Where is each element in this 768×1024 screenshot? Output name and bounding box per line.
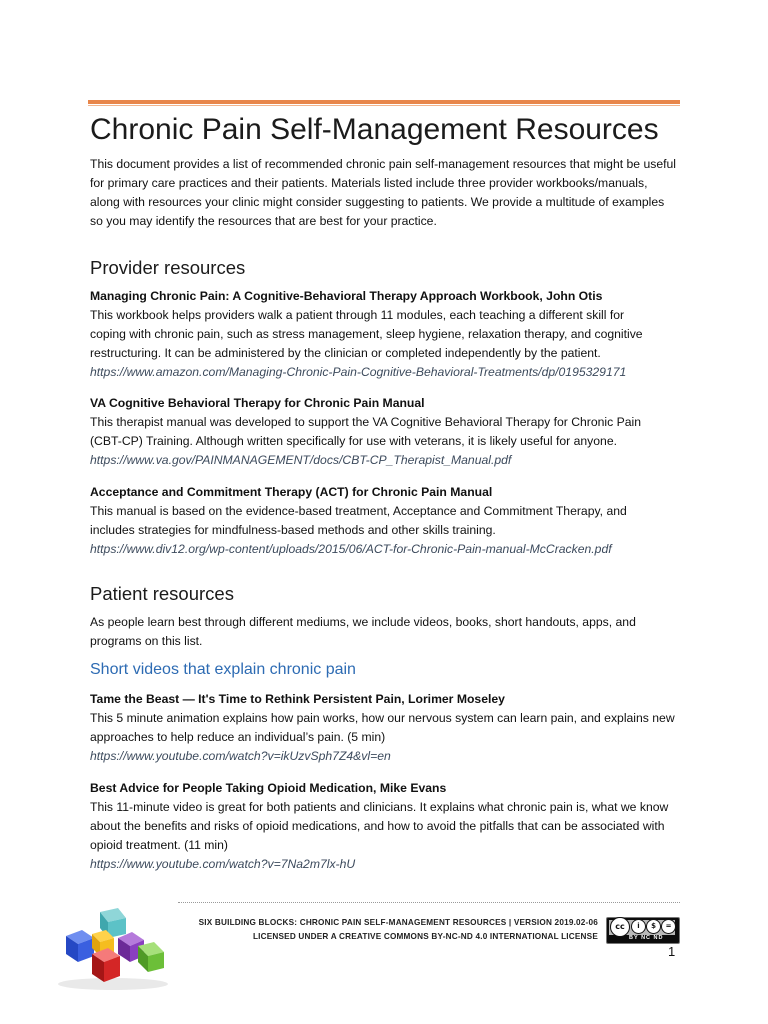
document-title: Chronic Pain Self-Management Resources: [90, 113, 659, 146]
intro-paragraph: This document provides a list of recommended chronic pain self-management resources that might be useful for primary care practices and their patients. Materials listed include three provider workbooks/manuals, along with resources your clinic might consider suggesting to patients. We provide a multitude of examples so you may identify the resources that are best for your practice.: [90, 157, 676, 228]
resource-link[interactable]: https://www.div12.org/wp-content/uploads/2015/06/ACT-for-Chronic-Pain-manual-McCracken.pdf: [90, 542, 612, 556]
resource-description: This manual is based on the evidence-based treatment, Acceptance and Commitment Therapy, and includes strategies for mindfulness-based methods and other skills training.: [90, 504, 627, 537]
provider-resource-2: [90, 394, 690, 470]
resource-description: This workbook helps providers walk a patient through 11 modules, each teaching a different skill for coping with chronic pain, such as stress management, sleep hygiene, relaxation therapy, and cognitive restructuring. It can be administered by the clinician or completed independently by the patient.: [90, 308, 643, 360]
patient-intro-paragraph: As people learn best through different mediums, we include videos, books, short handouts, apps, and programs on this list.: [90, 615, 636, 648]
provider-resource-1: [90, 287, 690, 382]
cc-badge-label: BY NC ND: [629, 935, 664, 941]
title-top-rule: [88, 100, 680, 104]
footer-divider: [178, 902, 680, 903]
resource-description: This 5 minute animation explains how pain works, how our nervous system can learn pain, and explains new approaches to help reduce an individual’s pain. (5 min): [90, 711, 675, 744]
noderivatives-icon: =: [661, 919, 676, 934]
resource-link[interactable]: https://www.youtube.com/watch?v=ikUzvSph7Z4&vl=en: [90, 749, 391, 763]
page-number: 1: [668, 944, 676, 959]
building-blocks-logo: [48, 904, 178, 994]
footer-version-line: SIX BUILDING BLOCKS: CHRONIC PAIN SELF-MANAGEMENT RESOURCES | VERSION 2019.02-06: [198, 918, 598, 927]
cc-logo-icon: cc: [610, 917, 630, 937]
resource-description: This 11-minute video is great for both patients and clinicians. It explains what chronic pain is, what we know about the benefits and risks of opioid medications, and how to avoid the pitfalls that can be associated with opioid treatment. (11 min): [90, 800, 669, 852]
provider-resource-3: [90, 483, 690, 559]
provider-resources-heading: Provider resources: [90, 257, 246, 278]
attribution-icon: i: [631, 919, 646, 934]
resource-link[interactable]: https://www.amazon.com/Managing-Chronic-Pain-Cognitive-Behavioral-Treatments/dp/0195329171: [90, 365, 627, 379]
creative-commons-badge: [606, 917, 680, 944]
short-videos-subheading: Short videos that explain chronic pain: [90, 661, 356, 678]
resource-link[interactable]: https://www.youtube.com/watch?v=7Na2m7lx-hU: [90, 857, 356, 871]
patient-resources-heading: Patient resources: [90, 583, 234, 604]
resource-title: VA Cognitive Behavioral Therapy for Chronic Pain Manual: [90, 396, 425, 410]
resource-description: This therapist manual was developed to support the VA Cognitive Behavioral Therapy for Chronic Pain (CBT-CP) Training. Although written specifically for use with veterans, it is likely useful for anyone.: [90, 415, 642, 448]
footer-license-line: LICENSED UNDER A CREATIVE COMMONS BY-NC-ND 4.0 INTERNATIONAL LICENSE: [252, 932, 598, 941]
patient-resource-1: [90, 690, 690, 766]
noncommercial-icon: $: [646, 919, 661, 934]
resource-title: Managing Chronic Pain: A Cognitive-Behavioral Therapy Approach Workbook, John Otis: [90, 289, 603, 303]
patient-resource-2: [90, 779, 690, 874]
resource-link[interactable]: https://www.va.gov/PAINMANAGEMENT/docs/CBT-CP_Therapist_Manual.pdf: [90, 453, 512, 467]
resource-title: Tame the Beast — It's Time to Rethink Persistent Pain, Lorimer Moseley: [90, 692, 505, 706]
resource-title: Best Advice for People Taking Opioid Medication, Mike Evans: [90, 781, 447, 795]
resource-title: Acceptance and Commitment Therapy (ACT) for Chronic Pain Manual: [90, 485, 493, 499]
